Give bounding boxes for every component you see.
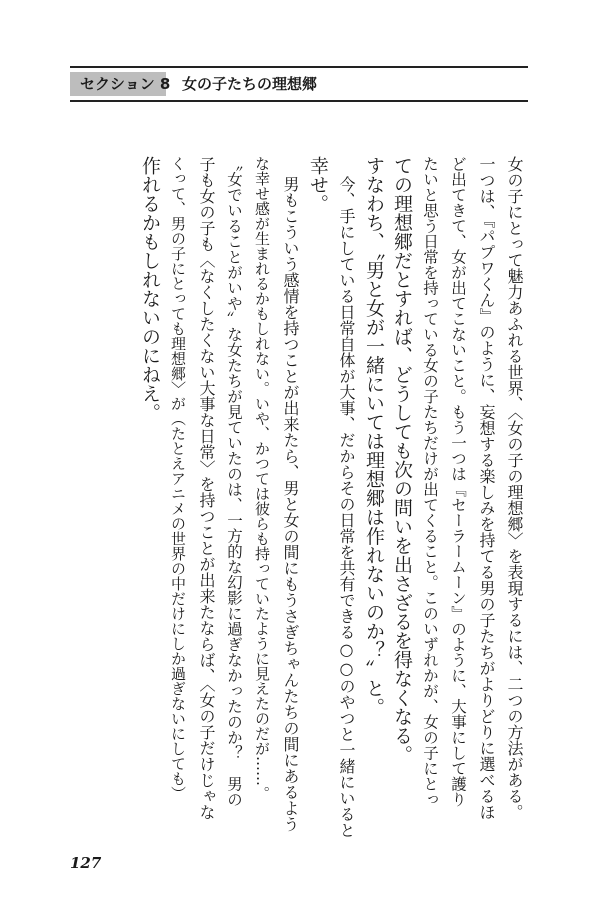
text-line-10: な幸せ感が生まれるかもしれない。いや、かつては彼らも持っていたように見えたのだが……。 [253,156,271,801]
text-line-3: ど出てきて、女が出てこないこと。もう一つは『セーラームーン』のように、大事にして護り [449,156,467,807]
text-line-6: すなわち、〝男と女が一緒にいては理想郷は作れないのか？〟と。 [363,156,385,717]
text-line-12: 子も女の子も〈なくしたくない大事な日常〉を持つことが出来たならば、〈女の子だけじゃな [197,156,216,820]
text-line-1: 女の子にとって魅力あふれる世界、〈女の子の理想郷〉を表現するには、二つの方法がある。 [505,156,524,820]
text-line-2: 一つは、『パプワくん』のように、妄想する楽しみを持てる男の子たちがよりどりに選べるほ [477,156,496,820]
text-line-13: くって、男の子にとっても理想郷〉が（たとえアニメの世界の中だけにしか過ぎないにしても） [169,156,187,801]
text-line-8: 幸せ。 [307,156,329,213]
text-line-4: たいと思う日常を持っている女の子たちだけが出てくること。このいずれかが、女の子にとっ [421,156,439,807]
section-label: セクション 8 [70,72,166,96]
text-line-11: 〝女でいることがいや〟な女たちが見ていたのは、一方的な幻影に過ぎなかったのか？ 男の [225,156,243,807]
page-number: 127 [70,854,102,872]
text-line-7: 今、手にしている日常自体が大事、だからその日常を共有できる○○のやつと一緒にいると [337,176,356,838]
text-line-14: 作れるかもしれないのにねえ。 [139,156,161,422]
text-line-5: ての理想郷だとすれば、どうしても次の問いを出さざるを得なくなる。 [391,156,413,764]
section-title: 女の子たちの理想郷 [182,75,318,93]
section-header [70,66,528,102]
text-line-9: 男もこういう感情を持つことが出来たら、男と女の間にもうさぎちゃんたちの間にあるよう [281,176,300,832]
